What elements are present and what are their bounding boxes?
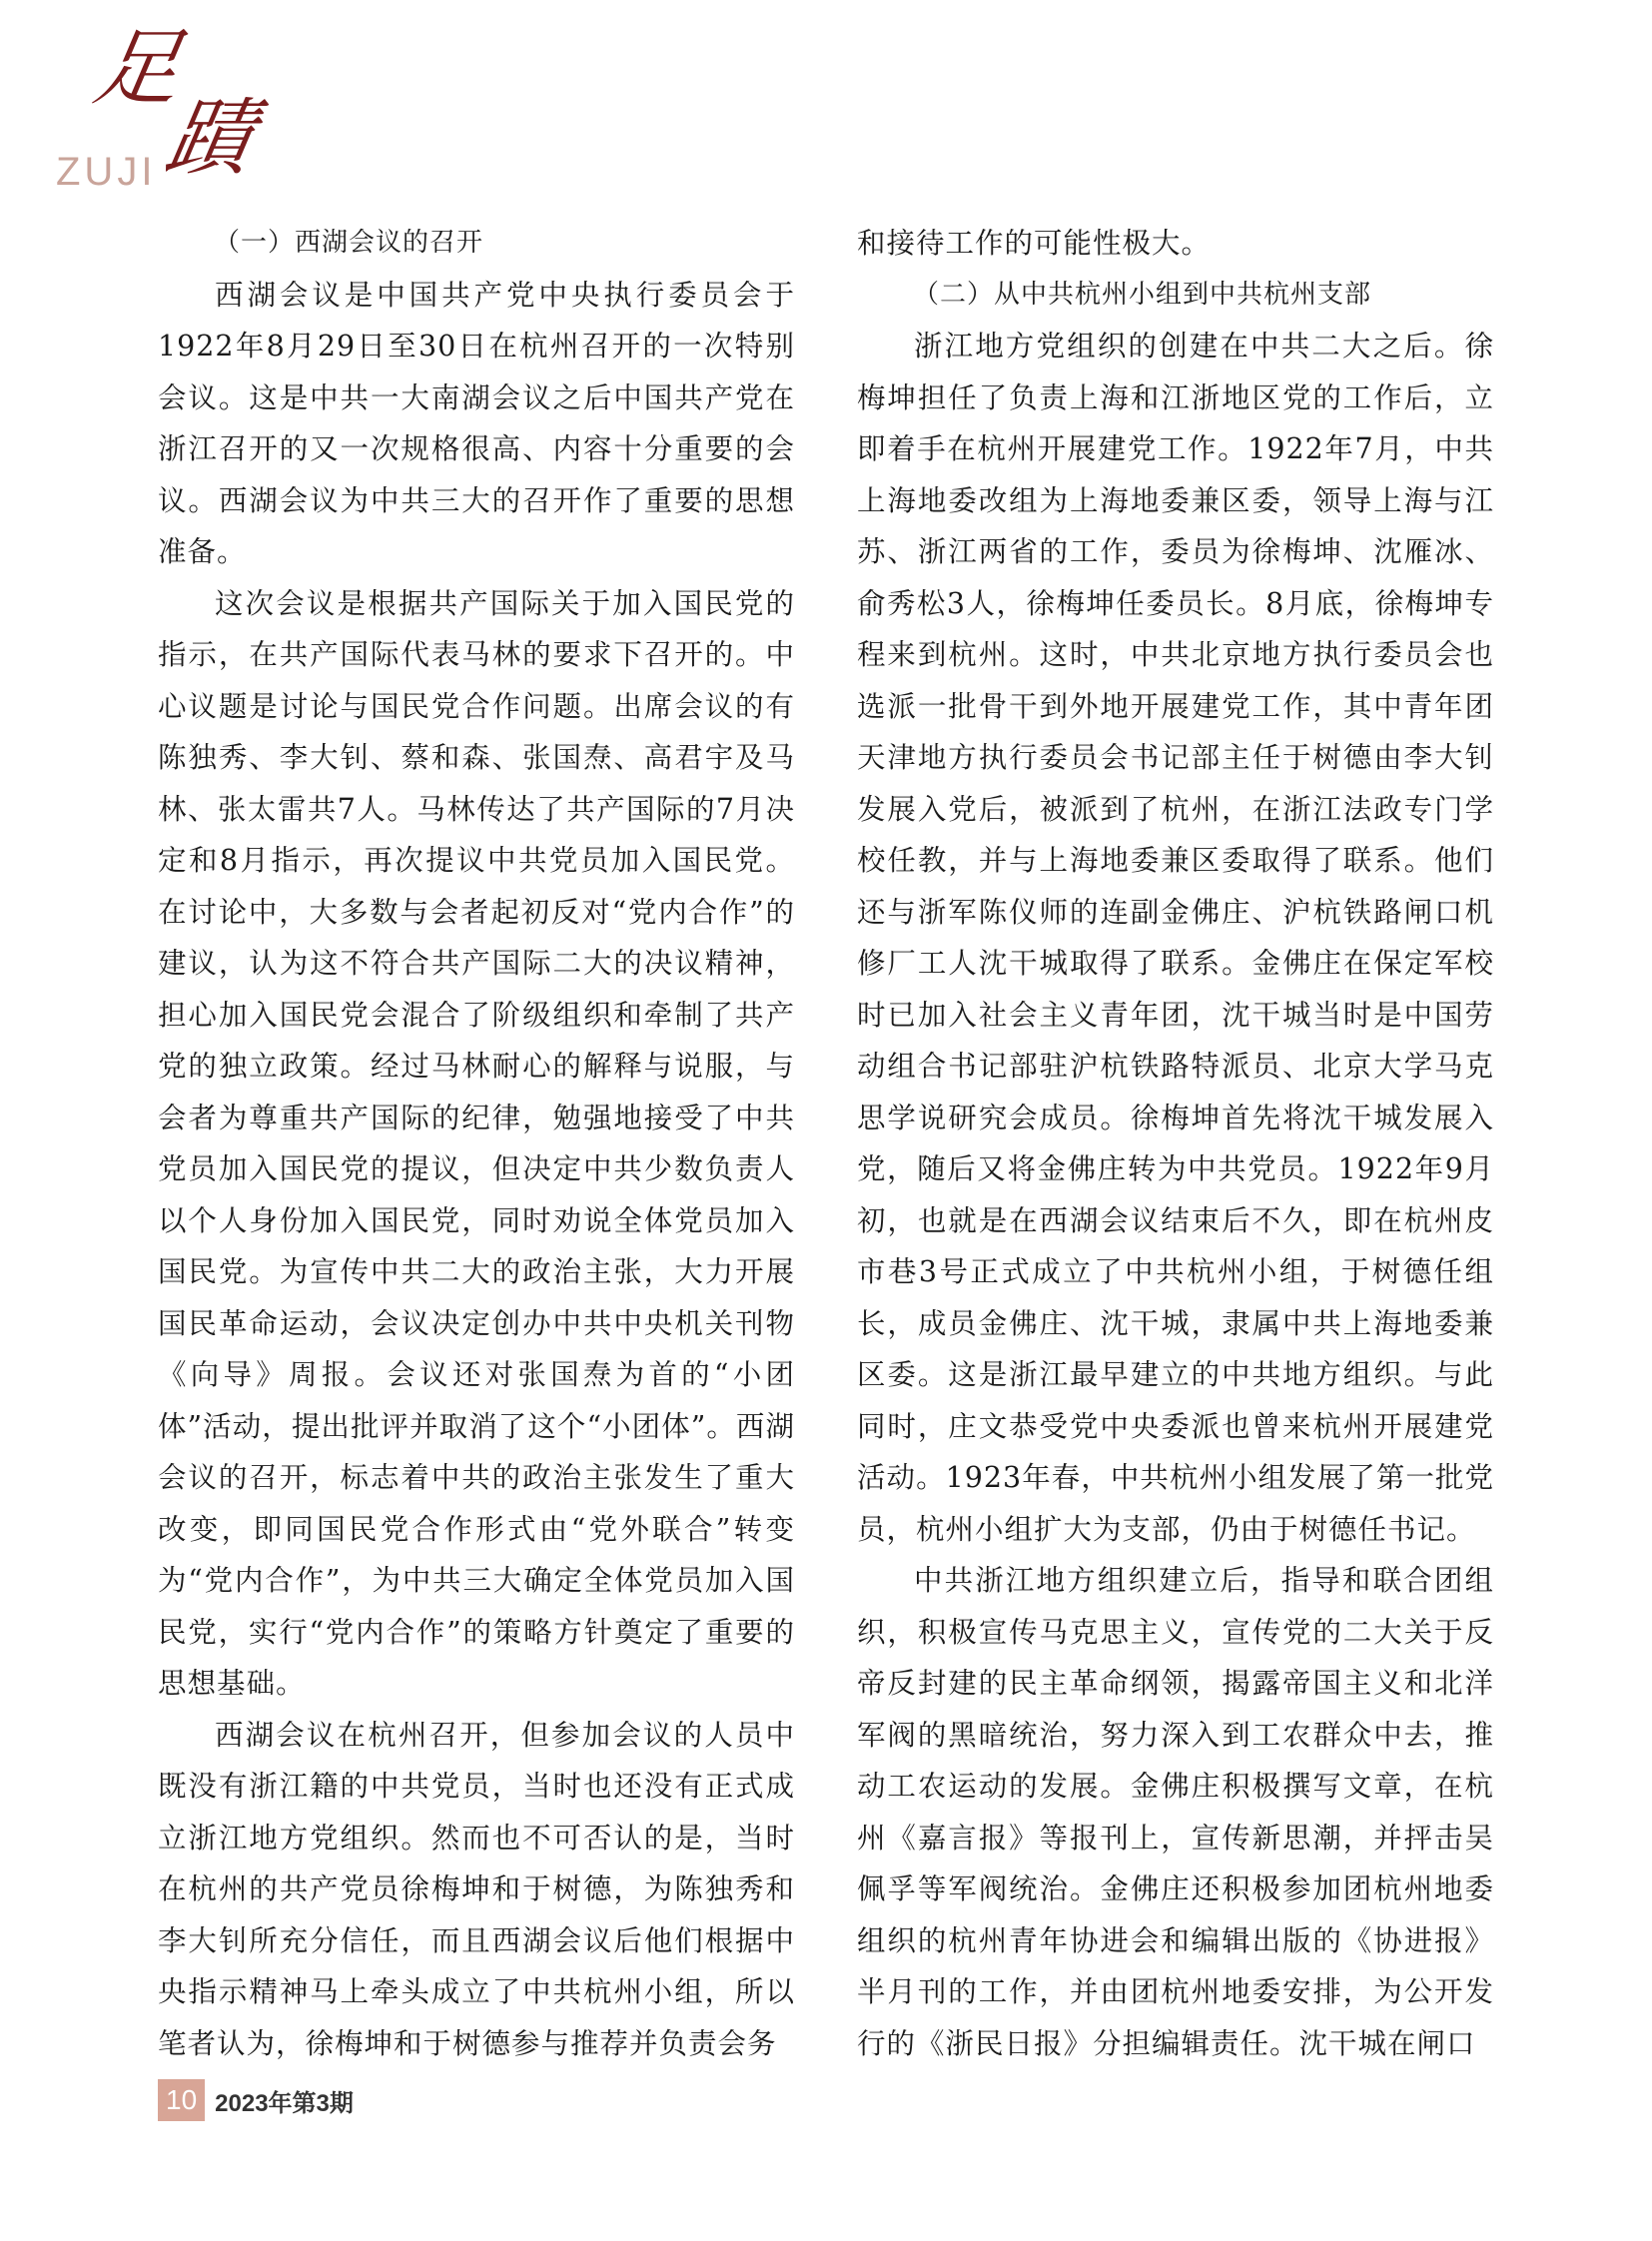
body-paragraph: 中共浙江地方组织建立后，指导和联合团组织，积极宣传马克思主义，宣传党的二大关于反帝反封建的民主革命纲领，揭露帝国主义和北洋军阀的黑暗统治，努力深入到工农群众中去，推动工农运动的发展。金佛庄积极撰写文章，在杭州《嘉言报》等报刊上，宣传新思潮，并抨击吴佩孚等军阀统治。金佛庄还积极参加团杭州地委组织的杭州青年协进会和编辑出版的《协进报》半月刊的工作，并由团杭州地委安排，为公开发行的《浙民日报》分担编辑责任。沈干城在闸口 — [857, 1564, 1494, 2060]
right-column — [857, 218, 1494, 2069]
page-number: 10 — [158, 2079, 205, 2121]
magazine-logo — [56, 19, 261, 196]
left-column — [158, 218, 795, 2069]
body-paragraph: 西湖会议在杭州召开，但参加会议的人员中既没有浙江籍的中共党员，当时也还没有正式成立浙江地方党组织。然而也不可否认的是，当时在杭州的共产党员徐梅坤和于树德，为陈独秀和李大钊所充分信任，而且西湖会议后他们根据中央指示精神马上牵头成立了中共杭州小组，所以笔者认为，徐梅坤和于树德参与推荐并负责会务 — [158, 1718, 795, 2060]
body-paragraph: 西湖会议是中国共产党中央执行委员会于1922年8月29日至30日在杭州召开的一次特别会议。这是中共一大南湖会议之后中国共产党在浙江召开的又一次规格很高、内容十分重要的会议。西湖会议为中共三大的召开作了重要的思想准备。 — [158, 278, 795, 568]
issue-label: 2023年第3期 — [215, 2089, 354, 2117]
logo-character-zu: 足 — [87, 19, 189, 117]
body-paragraph: 浙江地方党组织的创建在中共二大之后。徐梅坤担任了负责上海和江浙地区党的工作后，立即着手在杭州开展建党工作。1922年7月，中共上海地委改组为上海地委兼区委，领导上海与江苏、浙江两省的工作，委员为徐梅坤、沈雁冰、俞秀松3人，徐梅坤任委员长。8月底，徐梅坤专程来到杭州。这时，中共北京地方执行委员会也选派一批骨干到外地开展建党工作，其中青年团天津地方执行委员会书记部主任于树德由李大钊发展入党后，被派到了杭州，在浙江法政专门学校任教，并与上海地委兼区委取得了联系。他们还与浙军陈仪师的连副金佛庄、沪杭铁路闸口机修厂工人沈干城取得了联系。金佛庄在保定军校时已加入社会主义青年团，沈干城当时是中国劳动组合书记部驻沪杭铁路特派员、北京大学马克思学说研究会成员。徐梅坤首先将沈干城发展入党，随后又将金佛庄转为中共党员。1922年9月初，也就是在西湖会议结束后不久，即在杭州皮市巷3号正式成立了中共杭州小组，于树德任组长，成员金佛庄、沈干城，隶属中共上海地委兼区委。这是浙江最早建立的中共地方组织。与此同时，庄文恭受党中央委派也曾来杭州开展建党活动。1923年春，中共杭州小组发展了第一批党员，杭州小组扩大为支部，仍由于树德任书记。 — [857, 330, 1494, 1546]
section-heading-2: （二）从中共杭州小组到中共杭州支部 — [913, 279, 1372, 310]
page-footer — [158, 2079, 354, 2121]
continued-paragraph: 和接待工作的可能性极大。 — [857, 227, 1212, 260]
logo-character-ji: 蹟 — [159, 89, 261, 187]
body-paragraph: 这次会议是根据共产国际关于加入国民党的指示，在共产国际代表马林的要求下召开的。中心议题是讨论与国民党合作问题。出席会议的有陈独秀、李大钊、蔡和森、张国焘、高君宇及马林、张太雷共7人。马林传达了共产国际的7月决定和8月指示，再次提议中共党员加入国民党。在讨论中，大多数与会者起初反对“党内合作”的建议，认为这不符合共产国际二大的决议精神，担心加入国民党会混合了阶级组织和牵制了共产党的独立政策。经过马林耐心的解释与说服，与会者为尊重共产国际的纪律，勉强地接受了中共党员加入国民党的提议，但决定中共少数负责人以个人身份加入国民党，同时劝说全体党员加入国民党。为宣传中共二大的政治主张，大力开展国民革命运动，会议决定创办中共中央机关刊物《向导》周报。会议还对张国焘为首的“小团体”活动，提出批评并取消了这个“小团体”。西湖会议的召开，标志着中共的政治主张发生了重大改变，即同国民党合作形式由“党外联合”转变为“党内合作”，为中共三大确定全体党员加入国民党，实行“党内合作”的策略方针奠定了重要的思想基础。 — [158, 586, 795, 1700]
section-heading-1: （一）西湖会议的召开 — [214, 228, 484, 258]
logo-latin-text: ZUJI — [56, 150, 157, 194]
